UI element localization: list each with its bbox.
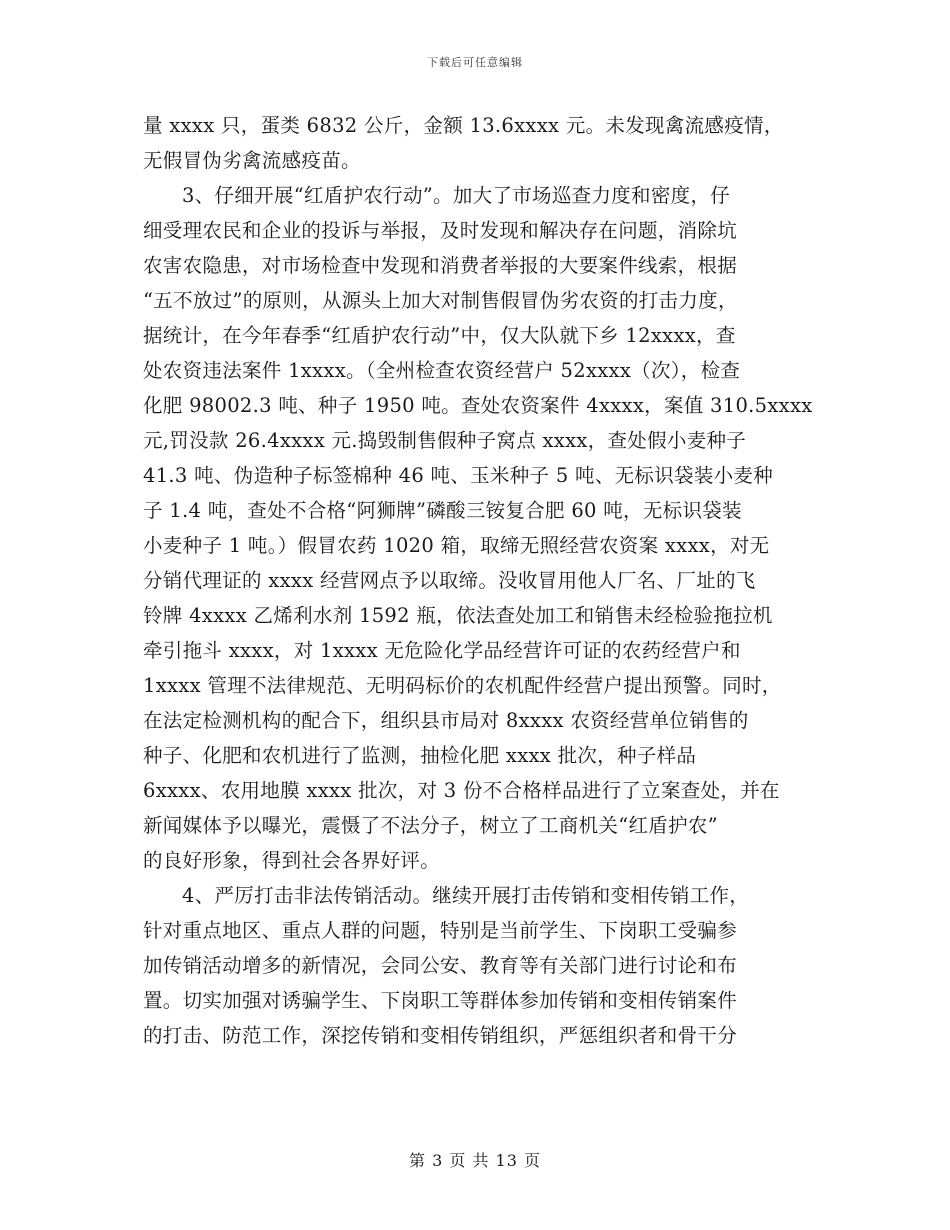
text-line: 新闻媒体予以曝光，震慑了不法分子，树立了工商机关“红盾护农” (143, 814, 718, 837)
text-line: 牵引拖斗 xxxx，对 1xxxx 无危险化学品经营许可证的农药经营户和 (143, 639, 741, 662)
text-line: 农害农隐患，对市场检查中发现和消费者举报的大要案件线索，根据 (143, 254, 738, 277)
text-line: 小麦种子 1 吨。）假冒农药 1020 箱，取缔无照经营农资案 xxxx，对无 (143, 534, 770, 557)
page-footer: 第 3 页 共 13 页 (409, 1151, 541, 1170)
text-line: 据统计，在今年春季“红盾护农行动”中，仅大队就下乡 12xxxx，查 (143, 324, 736, 347)
text-line: 41.3 吨、伪造种子标签棉种 46 吨、玉米种子 5 吨、无标识袋装小麦种 (143, 464, 774, 487)
text-line: 化肥 98002.3 吨、种子 1950 吨。查处农资案件 4xxxx，案值 310.5xxxx (143, 394, 813, 417)
text-line: 细受理农民和企业的投诉与举报，及时发现和解决存在问题，消除坑 (143, 219, 738, 242)
text-line: 分销代理证的 xxxx 经营网点予以取缔。没收冒用他人厂名、厂址的飞 (143, 569, 756, 592)
text-line: 量 xxxx 只，蛋类 6832 公斤，金额 13.6xxxx 元。未发现禽流感疫情， (143, 114, 784, 137)
text-line: 无假冒伪劣禽流感疫苗。 (143, 149, 361, 172)
page-header: 下载后可任意编辑 (427, 56, 523, 69)
text-line: 4、严厉打击非法传销活动。继续开展打击传销和变相传销工作， (182, 884, 750, 907)
text-line: 的打击、防范工作，深挖传销和变相传销组织，严惩组织者和骨干分 (143, 1024, 738, 1047)
text-line: 1xxxx 管理不法律规范、无明码标价的农机配件经营户提出预警。同时， (143, 674, 782, 697)
text-line: 6xxxx、农用地膜 xxxx 批次，对 3 份不合格样品进行了立案查处，并在 (143, 779, 780, 802)
text-line: 子 1.4 吨，查处不合格“阿狮牌”磷酸三铵复合肥 60 吨，无标识袋装 (143, 499, 742, 522)
text-line: “五不放过”的原则，从源头上加大对制售假冒伪劣农资的打击力度， (143, 289, 738, 312)
text-line: 铃牌 4xxxx 乙烯利水剂 1592 瓶，依法查处加工和销售未经检验拖拉机 (143, 604, 773, 627)
document-body (143, 108, 823, 1053)
text-line: 元,罚没款 26.4xxxx 元.捣毁制售假种子窝点 xxxx，查处假小麦种子 (143, 429, 747, 452)
text-line: 置。切实加强对诱骗学生、下岗职工等群体参加传销和变相传销案件 (143, 989, 738, 1012)
text-line: 加传销活动增多的新情况，会同公安、教育等有关部门进行讨论和布 (143, 954, 738, 977)
text-line: 在法定检测机构的配合下，组织县市局对 8xxxx 农资经营单位销售的 (143, 709, 749, 732)
text-line: 的良好形象，得到社会各界好评。 (143, 849, 441, 872)
text-line: 种子、化肥和农机进行了监测，抽检化肥 xxxx 批次，种子样品 (143, 744, 697, 767)
text-line: 3、仔细开展“红盾护农行动”。加大了市场巡查力度和密度，仔 (182, 184, 731, 207)
text-line: 处农资违法案件 1xxxx。（全州检查农资经营户 52xxxx（次），检查 (143, 359, 741, 382)
text-line: 针对重点地区、重点人群的问题，特别是当前学生、下岗职工受骗参 (143, 919, 738, 942)
